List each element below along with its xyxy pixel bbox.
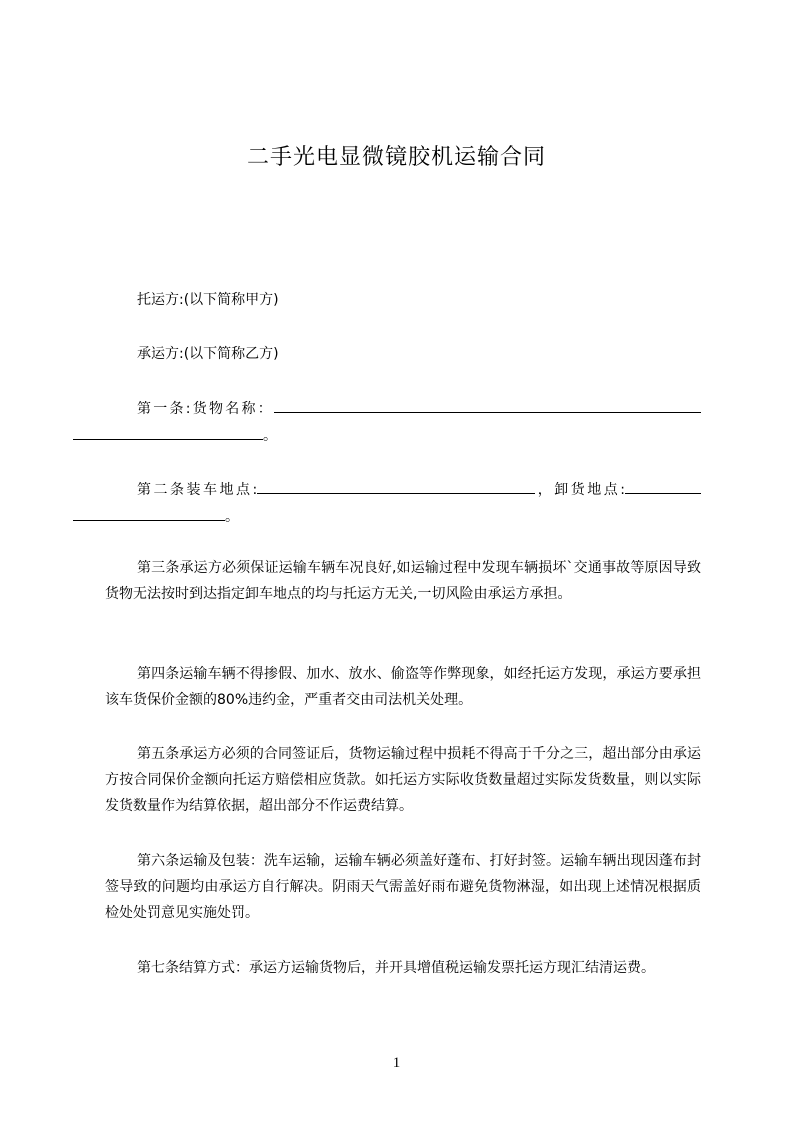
article-1-end: 。 <box>263 428 277 444</box>
unloading-place-blank-continued[interactable] <box>73 503 225 521</box>
article-2-label: 第二条装车地点: <box>137 482 258 498</box>
article-6: 第六条运输及包装：洗车运输，运输车辆必须盖好蓬布、打好封签。运输车辆出现因蓬布封签导致的问题均由承运方自行解决。阴雨天气需盖好雨布避免货物淋湿，如出现上述情况根据质检处处罚意见实施处罚。 <box>105 853 701 921</box>
article-2-middle: ，卸货地点: <box>535 482 626 498</box>
article-7: 第七条结算方式：承运方运输货物后，并开具增值税运输发票托运方现汇结清运费。 <box>137 960 655 976</box>
unloading-place-blank[interactable] <box>625 476 701 494</box>
article-2-end: 。 <box>225 509 239 525</box>
loading-place-blank[interactable] <box>257 476 535 494</box>
page-number: 1 <box>392 1055 401 1071</box>
article-1 <box>105 395 701 449</box>
shipper-line: 托运方:(以下简称甲方) <box>137 292 279 308</box>
goods-name-blank-continued[interactable] <box>73 422 263 440</box>
article-4: 第四条运输车辆不得掺假、加水、放水、偷盗等作弊现象，如经托运方发现，承运方要承担该车货保价金额的80%违约金，严重者交由司法机关处理。 <box>105 666 701 708</box>
goods-name-blank[interactable] <box>274 395 701 413</box>
article-5: 第五条承运方必须的合同签证后，货物运输过程中损耗不得高于千分之三，超出部分由承运方按合同保价金额向托运方赔偿相应货款。如托运方实际收货数量超过实际发货数量，则以实际发货数量作为结算依据，超出部分不作运费结算。 <box>105 746 701 814</box>
document-title: 二手光电显微镜胶机运输合同 <box>246 145 546 170</box>
article-3: 第三条承运方必须保证运输车辆车况良好,如运输过程中发现车辆损坏`交通事故等原因导致货物无法按时到达指定卸车地点的均与托运方无关,一切风险由承运方承担。 <box>105 560 701 602</box>
article-2 <box>105 476 701 530</box>
article-1-label: 第一条:货物名称： <box>137 401 274 417</box>
carrier-line: 承运方:(以下简称乙方) <box>137 346 279 362</box>
